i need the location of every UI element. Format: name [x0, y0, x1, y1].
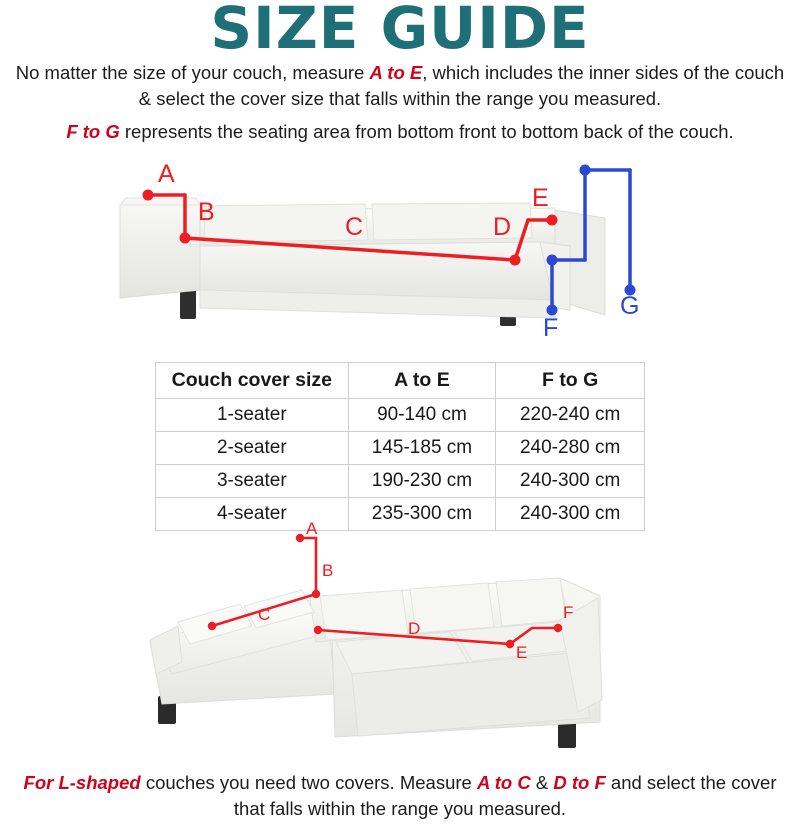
- cell-size: 1-seater: [156, 399, 349, 432]
- cell-a-to-e: 190-230 cm: [348, 465, 496, 498]
- back-cushion-left: [204, 204, 368, 242]
- intro-text: [8, 60, 792, 111]
- footer-note: [8, 770, 792, 822]
- label-l-f: F: [563, 603, 574, 622]
- footer-highlight-lshaped: For L-shaped: [23, 772, 141, 793]
- intro-part1: No matter the size of your couch, measure: [15, 62, 370, 83]
- couch-arm-left: [120, 205, 200, 298]
- subintro-text: [8, 119, 792, 145]
- table-row: [156, 399, 645, 432]
- size-table: [155, 362, 645, 531]
- label-g: G: [620, 292, 640, 320]
- cell-size: 4-seater: [156, 498, 349, 531]
- label-b: B: [198, 198, 215, 226]
- label-l-b: B: [322, 561, 334, 580]
- table-header-row: [156, 363, 645, 399]
- cell-f-to-g: 240-300 cm: [496, 465, 645, 498]
- couch-arm-left-top: [120, 198, 200, 205]
- cell-f-to-g: 220-240 cm: [496, 399, 645, 432]
- label-l-a: A: [306, 522, 318, 538]
- label-d: D: [493, 213, 512, 241]
- column-header-size: Couch cover size: [156, 363, 349, 399]
- cell-f-to-g: 240-280 cm: [496, 432, 645, 465]
- intro-highlight-a-to-e: A to E: [369, 62, 423, 83]
- subintro-part2: represents the seating area from bottom front to bottom back of the couch.: [119, 121, 734, 142]
- cell-f-to-g: 240-300 cm: [496, 498, 645, 531]
- size-table-wrapper: [155, 362, 645, 531]
- label-c: C: [345, 213, 364, 241]
- lcouch-back-cushion-3: [496, 578, 566, 626]
- subintro-highlight-f-to-g: F to G: [66, 121, 120, 142]
- straight-couch-diagram: [100, 150, 700, 350]
- label-l-d: D: [408, 619, 421, 638]
- cell-a-to-e: 145-185 cm: [348, 432, 496, 465]
- label-l-c: C: [258, 605, 271, 624]
- footer-part2: couches you need two covers. Measure: [140, 772, 477, 793]
- page-title: SIZE GUIDE: [210, 0, 590, 62]
- column-header-a-to-e: A to E: [348, 363, 496, 399]
- label-a: A: [158, 160, 175, 188]
- cell-a-to-e: 235-300 cm: [348, 498, 496, 531]
- intro-part2: , which includes the inner sides of the couch & select the cover size that falls within the range you measured.: [138, 62, 785, 109]
- lshaped-couch-diagram: [120, 522, 680, 762]
- footer-part3: &: [530, 772, 554, 793]
- label-e: E: [532, 184, 549, 212]
- label-l-e: E: [516, 643, 528, 662]
- column-header-f-to-g: F to G: [496, 363, 645, 399]
- lcouch-back-cushion-2: [410, 583, 494, 633]
- cell-size: 3-seater: [156, 465, 349, 498]
- cell-a-to-e: 90-140 cm: [348, 399, 496, 432]
- footer-highlight-a-to-c: A to C: [476, 772, 531, 793]
- footer-highlight-d-to-f: D to F: [553, 772, 606, 793]
- cell-size: 2-seater: [156, 432, 349, 465]
- label-f: F: [543, 314, 559, 342]
- table-row: [156, 432, 645, 465]
- table-row: [156, 465, 645, 498]
- footer-part4: and select the cover that falls within the range you measured.: [233, 772, 777, 819]
